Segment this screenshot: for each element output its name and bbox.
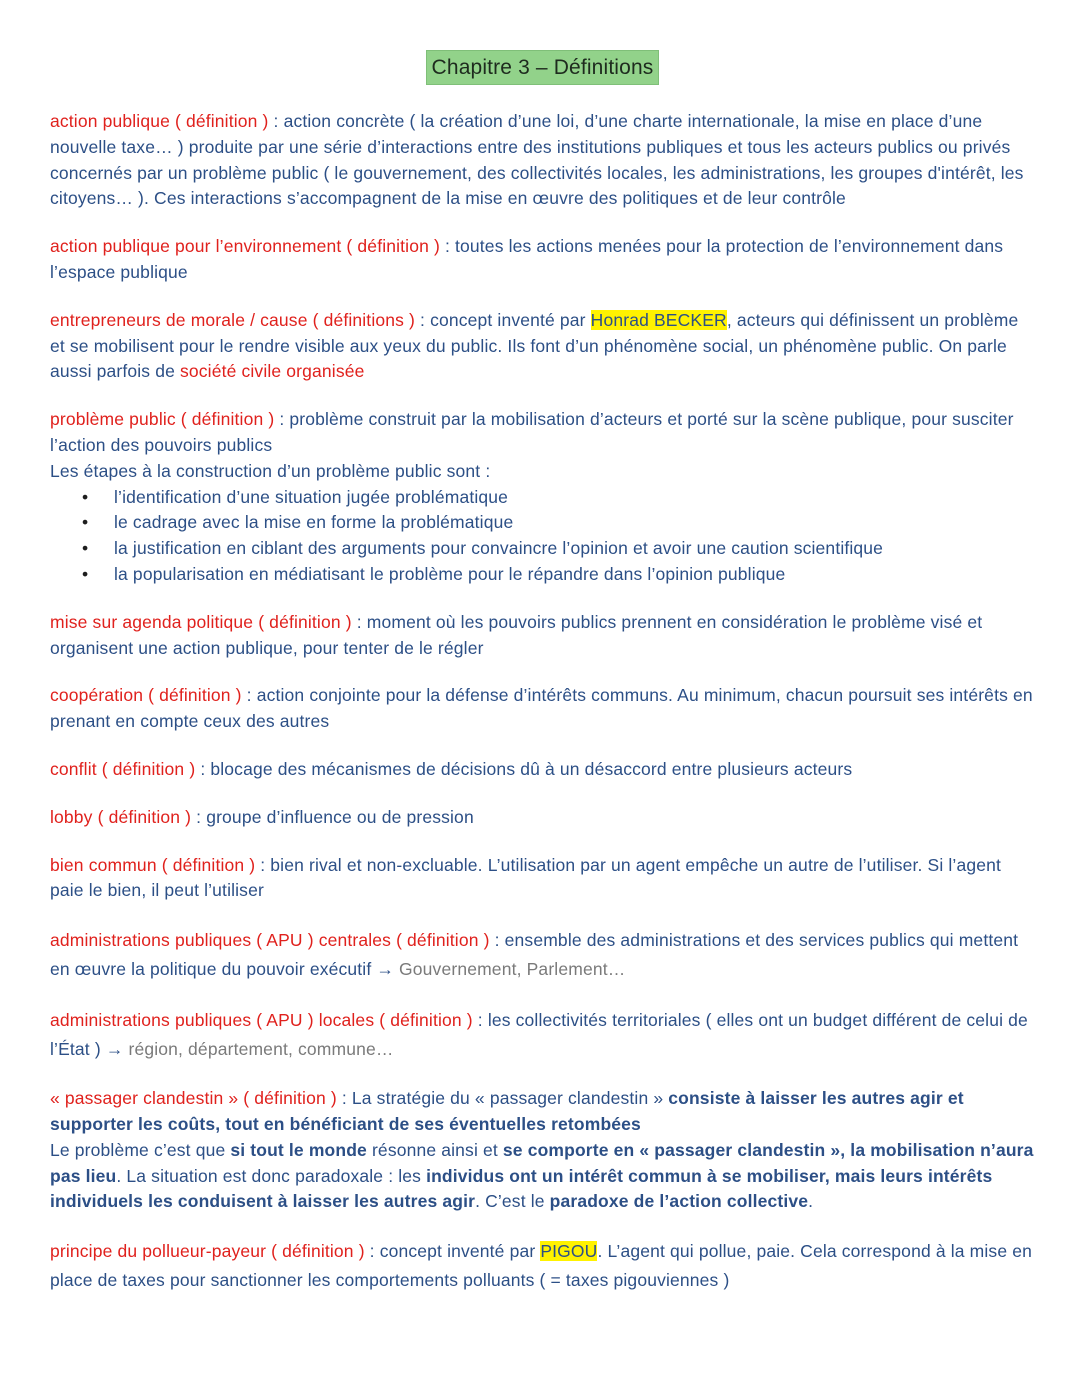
bold-text: consiste à laisser les autres agir et supporter les coûts, tout en bénéficiant de ses éventuelles retombées [50, 1088, 964, 1134]
definition-colon: : [191, 806, 207, 827]
bold-text: individus ont un intérêt commun à se mobiliser, mais leurs intérêts individuels les conduisent à laisser les autres agir [50, 1165, 993, 1212]
definition-text-continued: , acteurs qui définissent un problème et se mobilisent pour le rendre visible aux yeux du public. Ils font d’un phénomène social, un phénomène public. On parle aussi parfois de [50, 309, 1019, 382]
paragraph-text: . C’est le [475, 1191, 545, 1212]
definition-passager-clandestin [50, 1086, 1035, 1215]
example-text: région, département, commune… [128, 1039, 394, 1060]
definition-colon: : [195, 758, 211, 779]
definition-text: concept inventé par [379, 1241, 536, 1262]
bold-text: paradoxe de l’action collective [549, 1191, 809, 1212]
definition-text: moment où les pouvoirs publics prennent en considération le problème visé et organisent une action publique, pour tenter de le régler [50, 611, 983, 658]
arrow-icon: → [105, 1039, 124, 1060]
definition-colon: : [351, 611, 367, 632]
list-item: • le cadrage avec la mise en forme la problématique [82, 510, 1035, 536]
definition-colon: : [274, 409, 290, 430]
definition-colon: : [364, 1241, 380, 1262]
definition-conflit [50, 757, 1035, 783]
definition-text: concept inventé par [430, 309, 586, 330]
definition-colon: : [439, 236, 456, 257]
document-page [50, 50, 1035, 1317]
definition-term: coopération ( définition ) [50, 685, 242, 706]
definition-colon: : [255, 854, 271, 875]
list-item: • la justification en ciblant des arguments pour convaincre l’opinion et avoir une caution scientifique [82, 536, 1035, 562]
definition-term: problème public ( définition ) [50, 409, 275, 430]
definition-cooperation [50, 683, 1035, 735]
definition-colon: : [472, 1010, 488, 1031]
definition-term: lobby ( définition ) [50, 806, 192, 827]
definition-text: La stratégie du « passager clandestin » [351, 1088, 664, 1109]
definition-term: conflit ( définition ) [50, 758, 196, 779]
definition-text: action conjointe pour la défense d’intérêts communs. Au minimum, chacun poursuit ses intérêts en prenant en compte ceux des autres [50, 685, 1033, 732]
paradox-paragraph [50, 1138, 1035, 1215]
page-title: Chapitre 3 – Définitions [426, 50, 660, 85]
definition-text: toutes les actions menées pour la protection de l’environnement dans l’espace publique [50, 236, 1004, 282]
definition-line [50, 1086, 1035, 1138]
definition-term: bien commun ( définition ) [50, 854, 256, 875]
definition-lobby [50, 805, 1035, 831]
definition-action-publique [50, 109, 1035, 212]
example-text: Gouvernement, Parlement… [399, 959, 626, 980]
paragraph-text: . La situation est donc paradoxale : les [116, 1165, 422, 1186]
list-item: • la popularisation en médiatisant le problème pour le répandre dans l’opinion publique [82, 562, 1035, 588]
definition-bien-commun [50, 853, 1035, 905]
paragraph-text: résonne ainsi et [371, 1139, 498, 1160]
definition-text: ensemble des administrations et des services publics qui mettent en œuvre la politique du pouvoir exécutif [50, 930, 1019, 980]
definition-term: administrations publiques ( APU ) locales ( définition ) [50, 1010, 473, 1031]
red-keyword: société civile organisée [179, 361, 365, 382]
paragraph-text: Le problème c’est que [50, 1139, 226, 1160]
definition-term: « passager clandestin » ( définition ) [50, 1088, 337, 1109]
bold-text: si tout le monde [230, 1139, 367, 1160]
definition-colon: : [489, 930, 505, 951]
definition-text: bien rival et non-excluable. L’utilisation par un agent empêche un autre de l’utiliser. Si l’agent paie le bien, il peut l’utiliser [50, 854, 1002, 901]
definition-text: groupe d’influence ou de pression [206, 806, 474, 827]
definition-term: administrations publiques ( APU ) centrales ( définition ) [50, 930, 490, 951]
paragraph-text: . [808, 1191, 814, 1212]
definition-text-continued: . L’agent qui pollue, paie. Cela correspond à la mise en place de taxes pour sanctionner les comportements polluants ( = taxes pigouviennes ) [50, 1241, 1032, 1291]
definition-text: problème construit par la mobilisation d’acteurs et porté sur la scène publique, pour susciter l’action des pouvoirs publics [50, 409, 1014, 455]
steps-list [50, 485, 1035, 588]
definition-term: action publique ( définition ) [50, 111, 269, 131]
definition-colon: : [241, 685, 257, 706]
definition-line [50, 407, 1035, 459]
definition-pollueur-payeur [50, 1237, 1035, 1295]
definition-term: entrepreneurs de morale / cause ( définitions ) [50, 309, 416, 330]
definition-term: principe du pollueur-payeur ( définition ) [50, 1241, 365, 1262]
definition-colon: : [336, 1088, 352, 1109]
definition-apu-centrales [50, 926, 1035, 984]
definition-text: les collectivités territoriales ( elles ont un budget différent de celui de l’État ) [50, 1010, 1028, 1060]
title-block [50, 50, 1035, 85]
definition-action-publique-environnement [50, 234, 1035, 286]
definition-apu-locales [50, 1006, 1035, 1064]
definition-entrepreneurs-de-morale [50, 308, 1035, 385]
definition-text: blocage des mécanismes de décisions dû à un désaccord entre plusieurs acteurs [210, 758, 853, 779]
definition-term: action publique pour l’environnement ( définition ) [50, 236, 440, 257]
steps-intro: Les étapes à la construction d’un problème public sont : [50, 460, 491, 481]
definition-probleme-public [50, 407, 1035, 588]
highlighted-name: Honrad BECKER [590, 309, 727, 330]
list-item: • l’identification d’une situation jugée problématique [82, 485, 1035, 511]
highlighted-name: PIGOU [540, 1241, 598, 1262]
definition-colon: : [268, 111, 284, 131]
definition-colon: : [415, 309, 431, 330]
definition-mise-sur-agenda [50, 610, 1035, 662]
arrow-icon: → [376, 959, 395, 980]
bold-text: se comporte en « passager clandestin », la mobilisation n’aura pas lieu [50, 1139, 1034, 1186]
definition-text: action concrète ( la création d’une loi, d’une charte internationale, la mise en place d’une nouvelle taxe… ) produite par une série d’interactions entre des institutions publiques et tous les acteurs publics ou privés concernés par un problème public ( le gouvernement, des collectivités locales, les administrations, les groupes d'intérêt, les citoyens… ). Ces interactions s’accompagnent de la mise en œuvre des politiques et de leur contrôle [50, 111, 1024, 209]
definition-term: mise sur agenda politique ( définition ) [50, 611, 352, 632]
